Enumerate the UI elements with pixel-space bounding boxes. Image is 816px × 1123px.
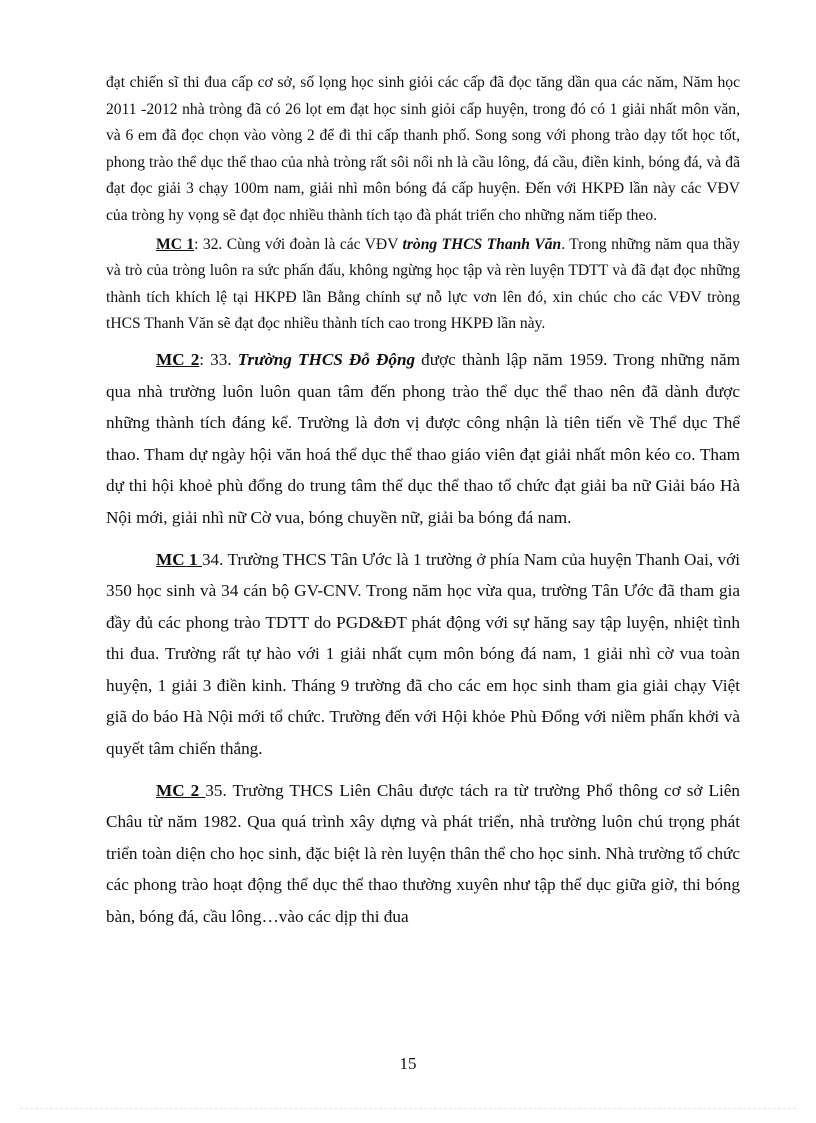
paragraph-3 [106, 344, 740, 534]
paragraph-1 [106, 70, 740, 230]
paragraph-2-text: . Trong những năm qua thầy và trò của tròng luôn ra sức phấn đấu, không ngừng học tập và rèn luyện TDTT và đã đạt đọc những thành tích khích lệ tại HKPĐ lần Bằng chính sự nỗ lực vơn lên đó, xin chúc cho các VĐV tròng tHCS Thanh Văn sẽ đạt đọc nhiều thành tích cao trong HKPĐ lần này. [106, 235, 740, 333]
paragraph-5-text: Trường THCS Liên Châu được tách ra từ trường Phổ thông cơ sở Liên Châu từ năm 1982. Qua quá trình xây dựng và phát triển, nhà trường luôn chú trọng phát triển toàn diện cho học sinh, đặc biệt là rèn luyện thân thể cho học sinh. Nhà trường tổ chức các phong trào hoạt động thể dục thể thao thường xuyên như tập thể dục giữa giờ, thi bóng bàn, bóng đá, cầu lông…vào các dịp thi đua [106, 780, 740, 927]
speaker-label: MC 1 [156, 235, 195, 253]
paragraph-4-text: Trường THCS Tân Ước là 1 trường ở phía Nam của huyện Thanh Oai, với 350 học sinh và 34 cán bộ GV-CNV. Trong năm học vừa qua, trường Tân Ước đã tham gia đầy đủ các phong trào TDTT do PGD&ĐT phát động với sự hăng say tập luyện, nhiệt tình thi đua. Trường rất tự hào với 1 giải nhất cụm môn bóng đá nam, 1 giải nhì cờ vua toàn huyện, 1 giải 3 điền kinh. Tháng 9 trường đã cho các em học sinh tham gia giải chạy Việt giã do báo Hà Nội mới tổ chức. Trường đến với Hội khỏe Phù Đổng với niềm phấn khởi và quyết tâm chiến thắng. [106, 549, 740, 759]
paragraph-2-lead: Cùng với đoàn là các VĐV [226, 235, 403, 253]
speaker-label: MC 2 [156, 349, 200, 369]
paragraph-3-text: được thành lập năm 1959. Trong những năm qua nhà trường luôn luôn quan tâm đến phong trào thể dục thể thao nên đã dành được những thành tích đáng kể. Trường là đơn vị được công nhận là tiên tiến về Thể dục Thể thao. Tham dự ngày hội văn hoá thể dục thể thao giáo viên đạt giải nhất môn kéo co. Tham dự thi hội khoẻ phù đổng do trung tâm thể dục thể thao tổ chức đạt giải ba nữ Giải báo Hà Nội mới, giải nhì nữ Cờ vua, bóng chuyền nữ, giải ba bóng đá nam. [106, 349, 741, 527]
school-name: Trường THCS Đỗ Động [237, 349, 416, 369]
paragraph-1-text: đạt chiến sĩ thi đua cấp cơ sở, số lọng học sinh giỏi các cấp đã đọc tăng dần qua các năm, Năm học 2011 -2012 nhà tròng đã có 26 lọt em đạt học sinh giỏi cấp huyện, trong đó có 1 giải nhất môn văn, và 6 em đã đọc chọn vào vòng 2 để đi thi cấp thanh phố. Song song với phong trào dạy tốt học tốt, phong trào thể dục thể thao của nhà tròng rất sôi nổi nh là cầu lông, đá cầu, điền kinh, bóng đá, và đã đạt đọc giải 3 chạy 100m nam, giải nhì môn bóng đá cấp huyện. Đến với HKPĐ lần này các VĐV của tròng hy vọng sẽ đạt đọc nhiều thành tích tạo đà phát triển cho những năm tiếp theo. [106, 74, 740, 224]
item-number: 35. [205, 780, 233, 800]
speaker-label: MC 2 [156, 780, 206, 800]
paragraph-4 [106, 544, 740, 765]
page-number: 15 [399, 1054, 417, 1073]
item-number: : 33. [199, 349, 238, 369]
page-bottom-divider [20, 1108, 796, 1109]
paragraph-2 [106, 232, 740, 338]
item-number: : 32. [194, 235, 227, 253]
paragraph-5 [106, 775, 740, 933]
school-name: tròng THCS Thanh Văn [402, 235, 562, 253]
item-number: 34. [201, 549, 228, 569]
page-body [106, 70, 740, 933]
speaker-label: MC 1 [156, 549, 202, 569]
